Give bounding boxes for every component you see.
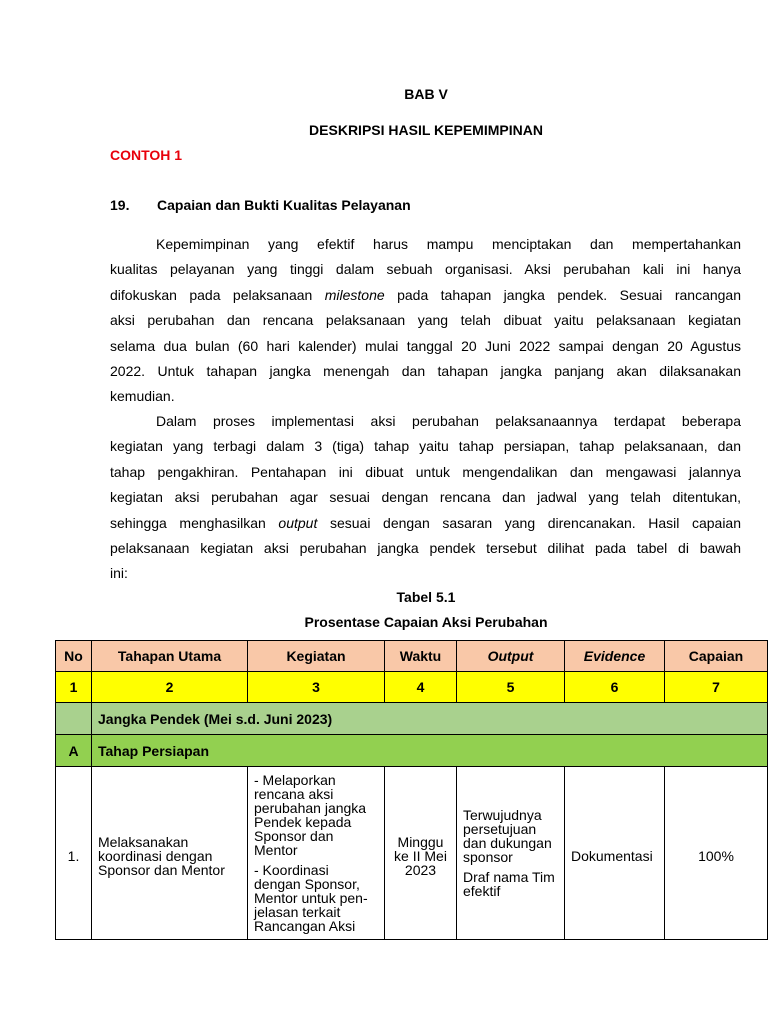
stage-row xyxy=(56,735,768,767)
row-kegiatan xyxy=(248,767,385,940)
italic-term: output xyxy=(278,514,318,531)
row-waktu: Minggu ke II Mei 2023 xyxy=(385,767,457,940)
header-output: Output xyxy=(457,641,565,672)
table-header-row xyxy=(56,641,768,672)
paragraph-line: Kepemimpinan yang efektif harus mampu menciptakan dan mempertahankan xyxy=(156,236,741,252)
paragraph-line: kegiatan aksi perubahan agar sesuai dengan rencana dan jadwal yang telah ditentukan, xyxy=(110,489,741,506)
paragraph-line: selama dua bulan (60 hari kalender) mulai tanggal 20 Juni 2022 sampai dengan 20 Agustus xyxy=(110,337,741,354)
table-title: Prosentase Capaian Aksi Perubahan xyxy=(304,614,548,630)
column-number: 5 xyxy=(457,672,565,703)
row-capaian: 100% xyxy=(665,767,768,940)
column-number-row xyxy=(56,672,768,703)
header-kegiatan: Kegiatan xyxy=(248,641,385,672)
section-number: 19. xyxy=(110,197,130,213)
chapter-heading: BAB V xyxy=(404,86,448,102)
paragraph-line: kemudian. xyxy=(110,388,175,405)
row-no: 1. xyxy=(56,767,92,940)
paragraph-line: 2022. Untuk tahapan jangka menengah dan tahapan jangka panjang akan dilaksanakan xyxy=(110,362,741,379)
paragraph-line: tahap pengakhiran. Pentahapan ini dibuat untuk mengendalikan dan mengawasi jalannya xyxy=(110,463,741,480)
chapter-title: DESKRIPSI HASIL KEPEMIMPINAN xyxy=(309,122,543,138)
paragraph-line: kegiatan yang terbagi dalam 3 (tiga) tahap yaitu tahap persiapan, tahap pelaksanaan, dan xyxy=(110,438,741,455)
paragraph-1 xyxy=(110,232,741,410)
row-output xyxy=(457,767,565,940)
paragraph-line: Dalam proses implementasi aksi perubahan pelaksanaannya terdapat beberapa xyxy=(156,413,741,429)
row-evidence: Dokumentasi xyxy=(565,767,665,940)
column-number: 7 xyxy=(665,672,768,703)
section-title: Capaian dan Bukti Kualitas Pelayanan xyxy=(157,197,411,213)
column-number: 6 xyxy=(565,672,665,703)
paragraph-line: sehingga menghasilkan output sesuai dengan sasaran yang direncanakan. Hasil capaian xyxy=(110,514,741,531)
period-row xyxy=(56,703,768,735)
stage-letter: A xyxy=(56,735,92,767)
output-item: Terwujudnya persetujuan dan dukungan sponsor xyxy=(463,807,552,865)
column-number: 1 xyxy=(56,672,92,703)
example-label: CONTOH 1 xyxy=(110,147,183,163)
column-number: 3 xyxy=(248,672,385,703)
paragraph-2 xyxy=(110,409,741,587)
kegiatan-item: - Melaporkan rencana aksi perubahan jangka Pendek kepada Sponsor dan Mentor xyxy=(254,772,367,858)
header-waktu: Waktu xyxy=(385,641,457,672)
stage-title: Tahap Persiapan xyxy=(92,735,768,767)
paragraph-line: pelaksanaan kegiatan aksi perubahan jangka pendek tersebut dilihat pada tabel di bawah xyxy=(110,539,741,556)
output-item: Draf nama Tim efektif xyxy=(463,869,555,899)
header-evidence: Evidence xyxy=(565,641,665,672)
paragraph-line: aksi perubahan dan rencana pelaksanaan yang telah dibuat yaitu pelaksanaan kegiatan xyxy=(110,312,741,329)
paragraph-line: ini: xyxy=(110,565,128,582)
achievement-table xyxy=(55,640,768,940)
header-capaian: Capaian xyxy=(665,641,768,672)
italic-term: milestone xyxy=(324,286,385,303)
table-number: Tabel 5.1 xyxy=(396,589,456,605)
column-number: 2 xyxy=(92,672,248,703)
row-tahapan: Melaksanakan koordinasi dengan Sponsor dan Mentor xyxy=(92,767,248,940)
header-no: No xyxy=(56,641,92,672)
table-row xyxy=(56,767,768,940)
column-number: 4 xyxy=(385,672,457,703)
header-tahapan: Tahapan Utama xyxy=(92,641,248,672)
period-label: Jangka Pendek (Mei s.d. Juni 2023) xyxy=(92,703,768,735)
paragraph-line: kualitas pelayanan yang tinggi dalam sebuah organisasi. Aksi perubahan kali ini hanya xyxy=(110,261,741,278)
kegiatan-item: - Koordinasi dengan Sponsor, Mentor untuk pen-jelasan terkait Rancangan Aksi xyxy=(254,862,368,934)
paragraph-line: difokuskan pada pelaksanaan milestone pada tahapan jangka pendek. Sesuai rancangan xyxy=(110,286,741,303)
period-blank xyxy=(56,703,92,735)
